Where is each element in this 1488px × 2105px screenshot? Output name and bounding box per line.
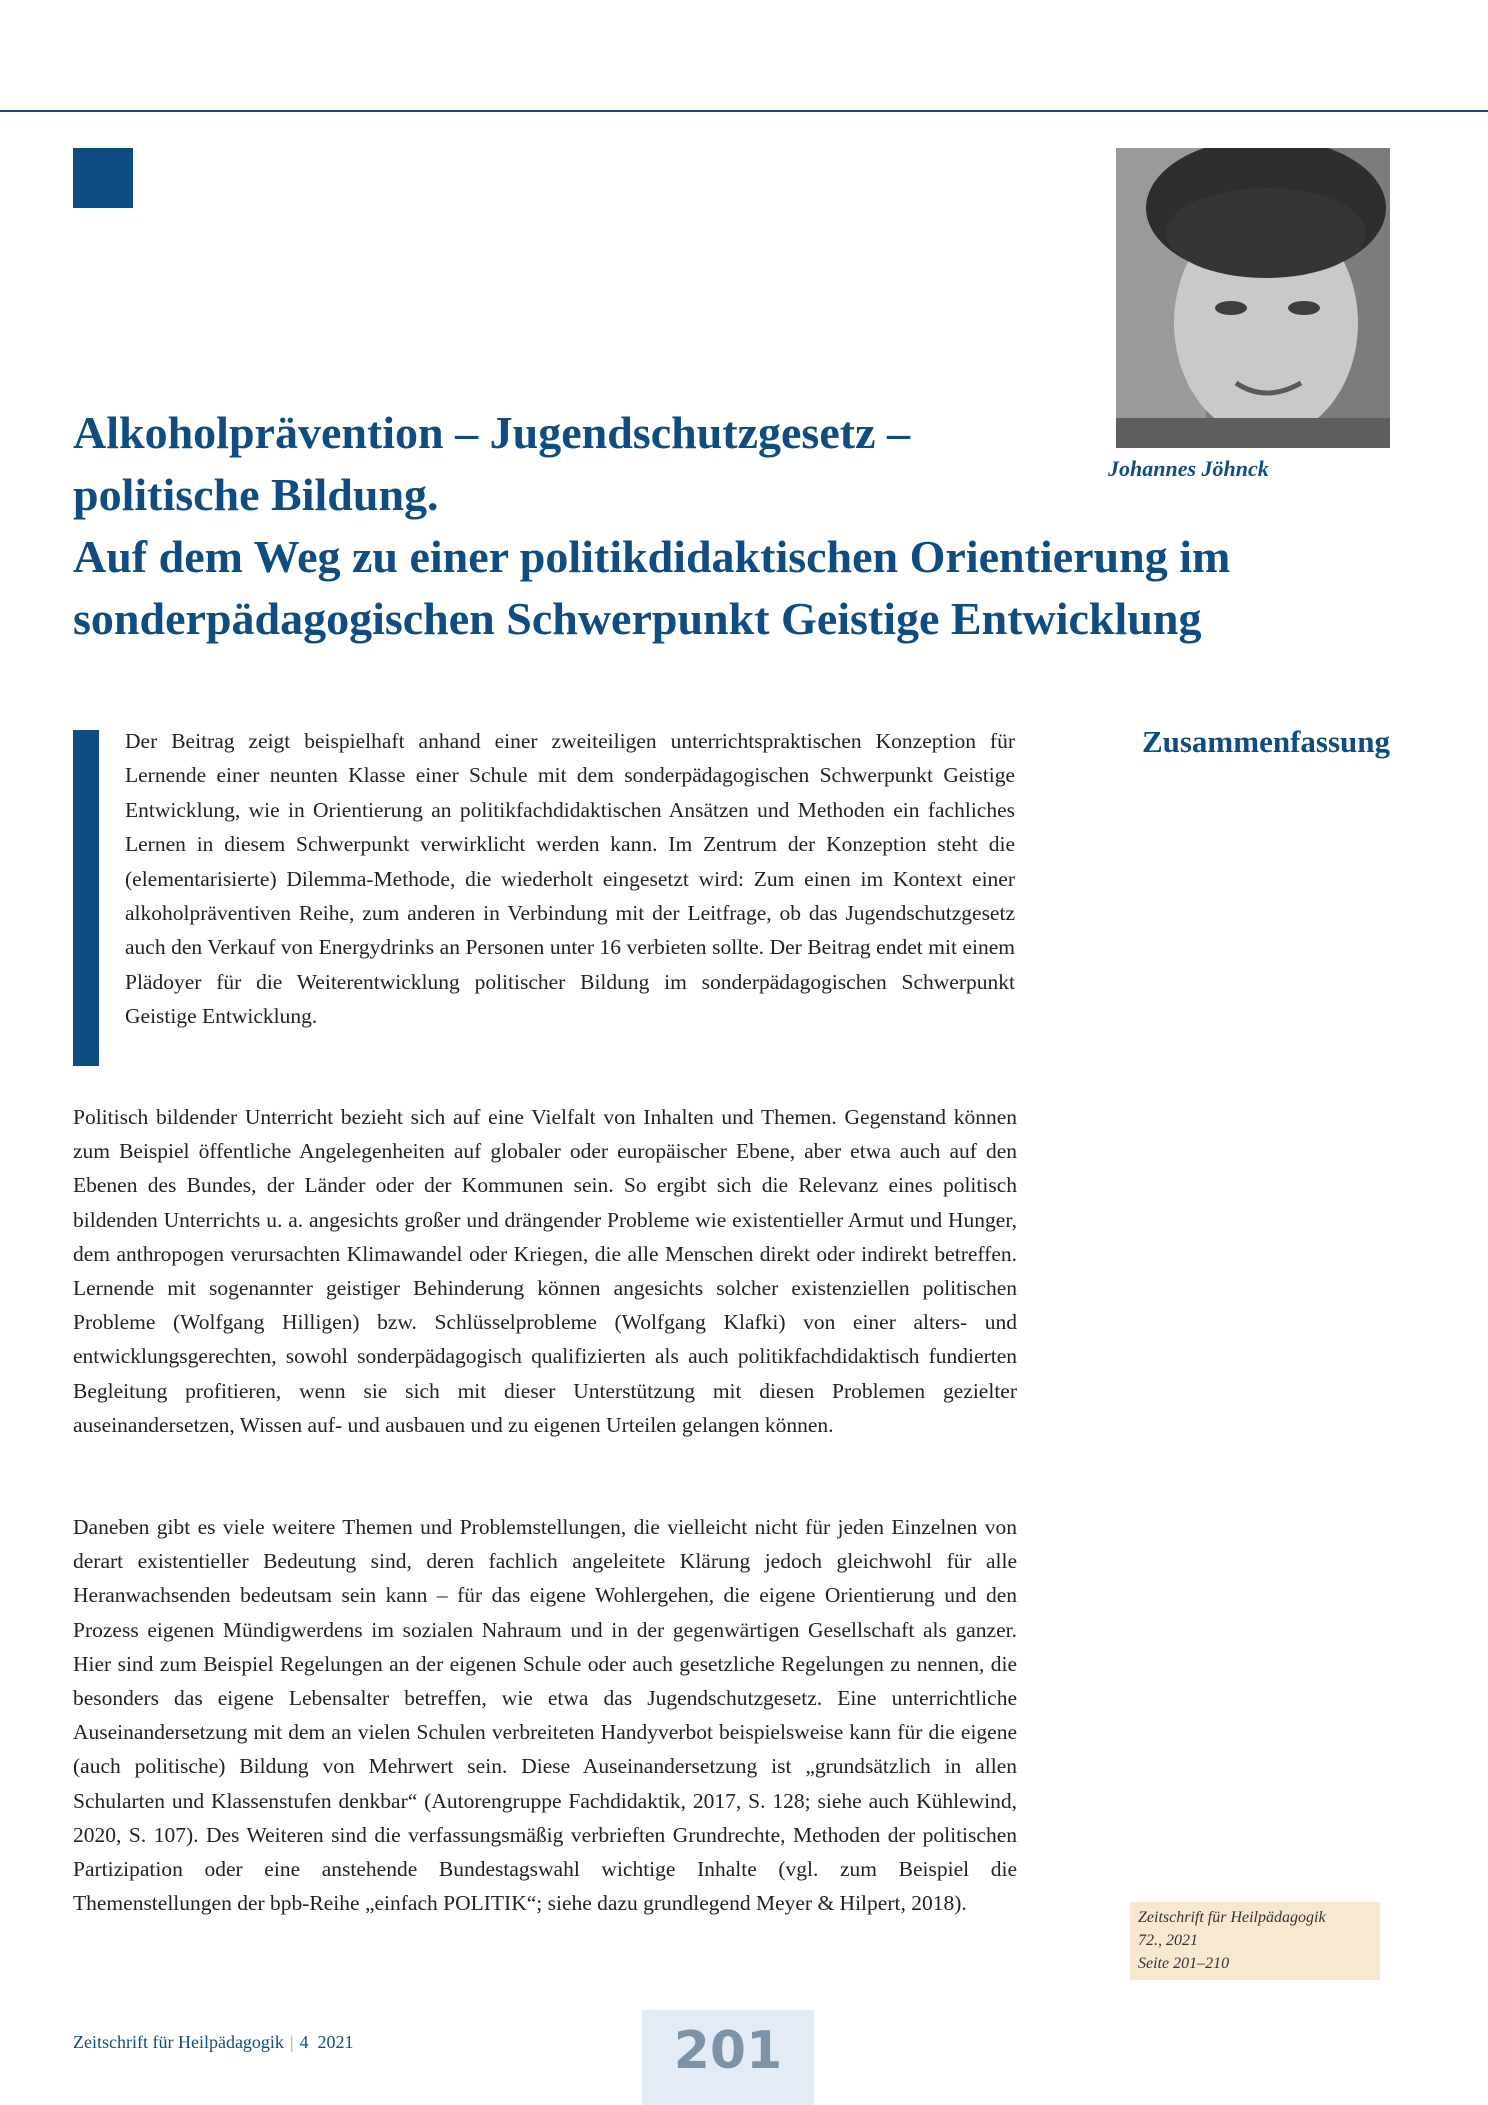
abstract-text: Der Beitrag zeigt beispielhaft anhand einer zweiteiligen unterrichtspraktischen Konzeption für Lernende einer neunten Klasse einer Schule mit dem sonderpädagogischen Schwerpunkt Geistige Entwicklung, wie in Orientierung an politikfachdidaktischen Ansätzen und Methoden ein fachliches Lernen in diesem Schwerpunkt verwirklicht werden kann. Im Zentrum der Konzeption steht die (elementarisierte) Dilemma-Methode, die wiederholt eingesetzt wird: Zum einen im Kontext einer alkoholpräventiven Reihe, zum anderen in Verbindung mit der Leitfrage, ob das Jugendschutzgesetz auch den Verkauf von Energydrinks an Personen unter 16 verbieten sollte. Der Beitrag endet mit einem Plädoyer für die Weiterentwicklung politischer Bildung im sonderpädagogischen Schwerpunkt Geistige Entwicklung. <box>125 729 1015 1029</box>
footer-journal: Zeitschrift für Heilpädagogik <box>73 2032 284 2052</box>
citation-volume: 72., 2021 <box>1138 1932 1198 1949</box>
citation-pages: Seite 201–210 <box>1138 1955 1230 1972</box>
footer-issue: 4 <box>299 2032 309 2052</box>
title-line: politische Bildung. <box>73 469 439 520</box>
body-paragraph: Politisch bildender Unterricht bezieht sich auf eine Vielfalt von Inhalten und Themen. Gegenstand können zum Beispiel öffentliche Angelegenheiten auf globaler oder europäischer Ebene, aber etwa auch auf den Ebenen des Bundes, der Länder oder der Kommunen sein. So ergibt sich die Relevanz eines politisch bildenden Unterrichts u. a. angesichts großer und drängender Probleme wie existentieller Armut und Hunger, dem anthropogen verursachten Klimawandel oder Kriegen, die alle Menschen direkt oder indirekt betreffen. Lernende mit sogenannter geistiger Behinderung können angesichts solcher existenziellen politischen Probleme (Wolfgang Hilligen) bzw. Schlüsselprobleme (Wolfgang Klafki) von einer alters- und entwicklungsgerechten, sowohl sonderpädagogisch qualifizierten als auch politikfachdidaktisch fundierten Begleitung profitieren, wenn sie sich mit dieser Unterstützung mit diesen Problemen gezielter auseinandersetzen, Wissen auf- und ausbauen und zu eigenen Urteilen gelangen können. <box>73 1105 1017 1437</box>
footer <box>73 2032 354 2053</box>
abstract-accent-bar <box>73 730 99 1066</box>
page-number: 201 <box>642 2010 814 2105</box>
article-title <box>73 402 1373 650</box>
citation-journal: Zeitschrift für Heilpädagogik <box>1138 1909 1326 1926</box>
summary-heading: Zusammenfassung <box>1141 724 1390 759</box>
title-line: Auf dem Weg zu einer politikdidaktischen Orientierung im <box>73 531 1231 582</box>
title-line: sonderpädagogischen Schwerpunkt Geistige Entwicklung <box>73 593 1202 644</box>
footer-separator: | <box>289 2032 294 2052</box>
footer-year: 2021 <box>317 2032 354 2052</box>
section-marker-square <box>73 148 133 208</box>
title-line: Alkoholprävention – Jugendschutzgesetz – <box>73 407 910 458</box>
header-rule <box>0 110 1488 112</box>
body-paragraph: Daneben gibt es viele weitere Themen und Problemstellungen, die vielleicht nicht für jeden Einzelnen von derart existentieller Bedeutung sind, deren fachlich angeleitete Klärung jedoch gleichwohl für alle Heranwachsenden bedeutsam sein kann – für das eigene Wohlergehen, die eigene Orientierung und den Prozess eigenen Mündigwerdens im sozialen Nahraum und in der gegenwärtigen Gesellschaft als ganzer. Hier sind zum Beispiel Regelungen an der eigenen Schule oder auch gesetzliche Regelungen zu nennen, die besonders das eigene Lebensalter betreffen, wie etwa das Jugendschutzgesetz. Eine unterrichtliche Auseinandersetzung mit dem an vielen Schulen verbreiteten Handyverbot beispielsweise kann für die eigene (auch politische) Bildung von Mehrwert sein. Diese Auseinandersetzung ist „grundsätzlich in allen Schularten und Klassenstufen denkbar“ (Autorengruppe Fachdidaktik, 2017, S. 128; siehe auch Kühlewind, 2020, S. 107). Des Weiteren sind die verfassungsmäßig verbrieften Grundrechte, Methoden der politischen Partizipation oder eine anstehende Bundestagswahl wichtige Inhalte (vgl. zum Beispiel die Themenstellungen der bpb-Reihe „einfach POLITIK“; siehe dazu grundlegend Meyer & Hilpert, 2018). <box>73 1515 1017 1916</box>
author-name: Johannes Jöhnck <box>1108 456 1269 481</box>
citation-box <box>1130 1902 1380 1980</box>
